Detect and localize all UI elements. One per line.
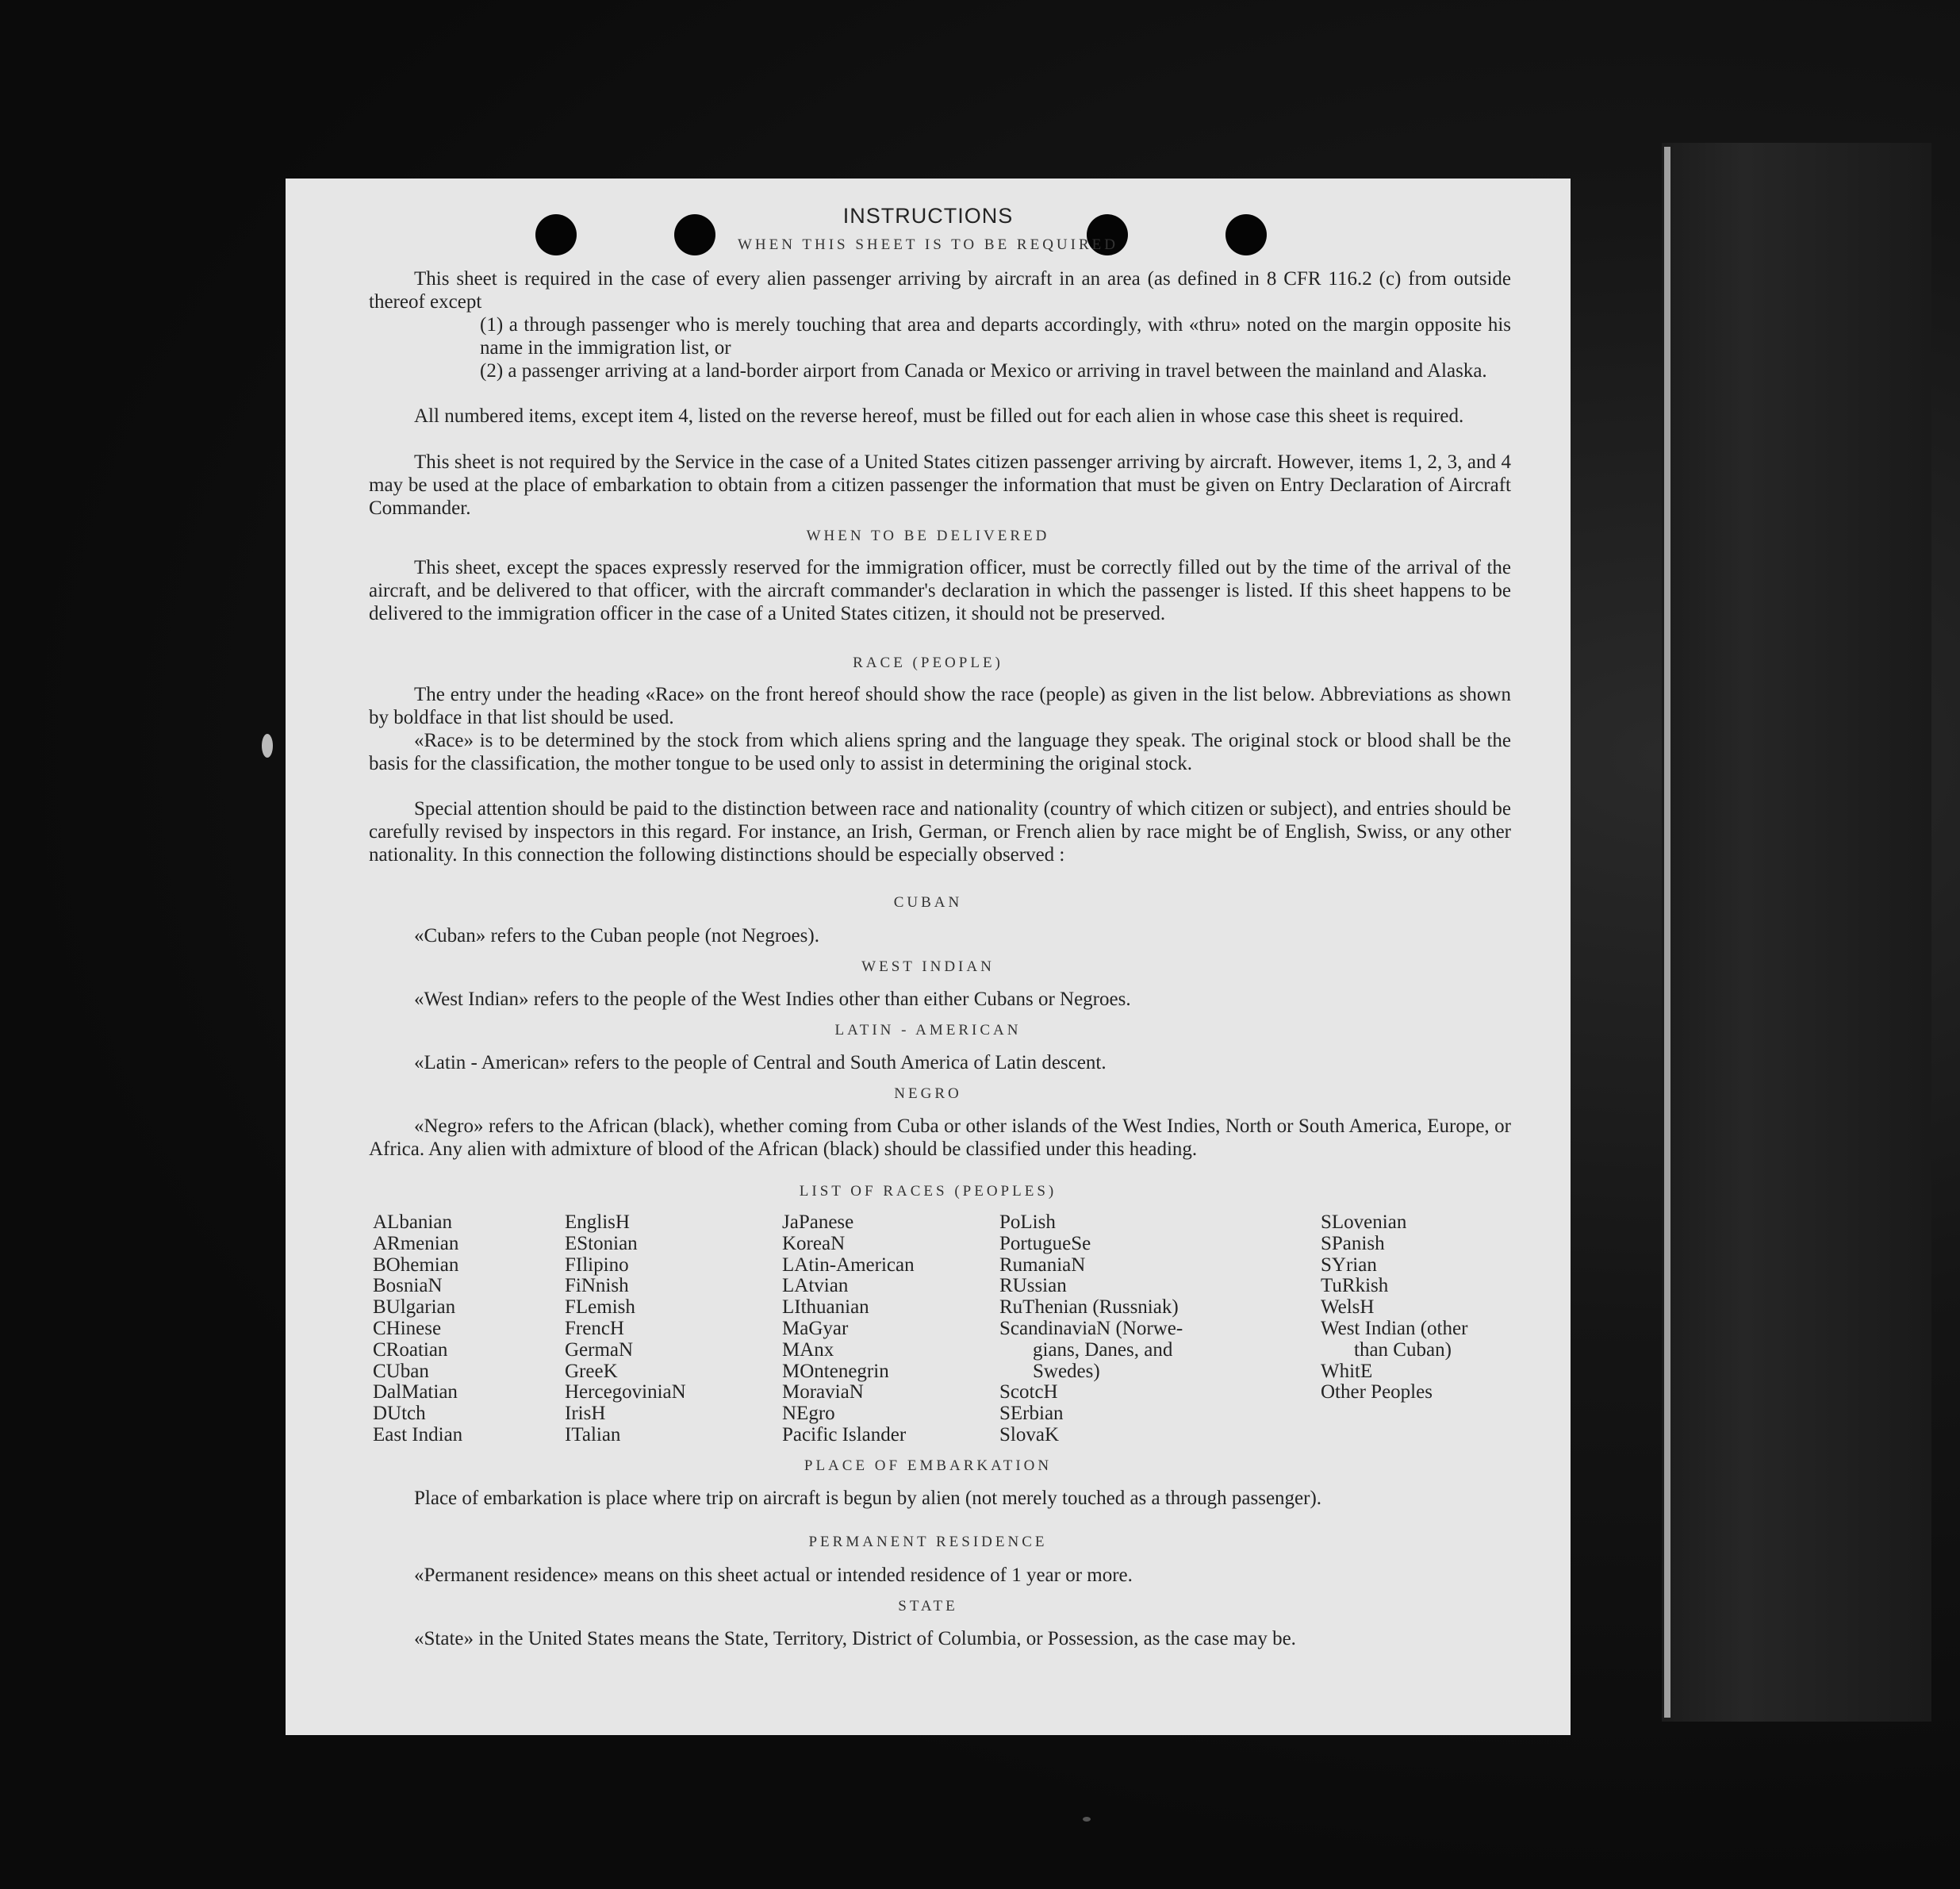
required-paragraph-1: This sheet is required in the case of every alien passenger arriving by aircraft in an area (as defined in 8 CFR 116.2 (c) from outside thereof except (369, 268, 1511, 313)
race-list-item: IrisH (565, 1403, 606, 1425)
race-list-item: CRoatian (373, 1338, 448, 1361)
race-list-item: GermaN (565, 1338, 634, 1361)
race-list-item: MAnx (782, 1338, 834, 1361)
race-list-item: KoreaN (782, 1232, 846, 1254)
state-paragraph: «State» in the United States means the State, Territory, District of Columbia, or Possession, as the case may be. (414, 1628, 1296, 1649)
section-heading-negro: NEGRO (894, 1085, 962, 1102)
race-list-item: EStonian (565, 1232, 638, 1254)
delivered-paragraph: This sheet, except the spaces expressly reserved for the immigration officer, must be correctly filled out by the time of the arrival of the aircraft, and be delivered to that officer, with the aircraft commander's declaration in which the passenger is listed. If this sheet happens to be delivered to the immigration officer in the case of a United States citizen, it should not be preserved. (369, 557, 1511, 624)
race-list-column-4 (999, 1212, 1183, 1446)
section-heading-cuban: CUBAN (893, 894, 963, 911)
race-list-item: HercegoviniaN (565, 1381, 686, 1403)
section-heading-state: STATE (898, 1598, 958, 1614)
race-list-item: Swedes) (1033, 1360, 1100, 1382)
race-list-item: WelsH (1321, 1296, 1375, 1319)
race-list-item: FIlipino (565, 1254, 629, 1276)
race-list-column-2 (565, 1212, 686, 1446)
race-list-item: Other Peoples (1321, 1381, 1433, 1403)
race-list-item: SErbian (999, 1403, 1064, 1425)
race-list-column-3 (782, 1212, 915, 1446)
scan-artifact (1083, 1817, 1091, 1822)
required-paragraph-3: This sheet is not required by the Service in the case of a United States citizen passenger arriving by aircraft. However, items 1, 2, 3, and 4 may be used at the place of embarkation to obtain from a citizen passenger the information that must be given on Entry Declaration of Aircraft Commander. (369, 451, 1511, 519)
race-list-item: TuRkish (1321, 1275, 1389, 1297)
race-list-item: RumaniaN (999, 1254, 1086, 1276)
race-list-item: gians, Danes, and (1033, 1338, 1173, 1361)
race-list-item: JaPanese (782, 1211, 854, 1233)
race-list-item: MoraviaN (782, 1381, 864, 1403)
section-heading-race: RACE (PEOPLE) (853, 655, 1003, 671)
underlying-sheet (1662, 143, 1931, 1722)
race-list-column-5 (1321, 1212, 1467, 1403)
race-list-item: than Cuban) (1354, 1338, 1452, 1361)
race-list-item: BosniaN (373, 1275, 443, 1297)
race-list-item: CHinese (373, 1317, 442, 1339)
race-list-item: LIthuanian (782, 1296, 869, 1319)
section-heading-residence: PERMANENT RESIDENCE (808, 1534, 1048, 1550)
race-list-item: GreeK (565, 1360, 618, 1382)
race-list-item: Pacific Islander (782, 1423, 907, 1446)
race-list-item: MaGyar (782, 1317, 849, 1339)
race-list-item: RUssian (999, 1275, 1067, 1297)
instruction-sheet (286, 179, 1571, 1735)
race-list-item: SLovenian (1321, 1211, 1407, 1233)
race-paragraph-1: The entry under the heading «Race» on the front hereof should show the race (people) as given in the list below. Abbreviations as shown by boldface in that list should be used. (369, 684, 1511, 728)
race-list-column-1 (373, 1212, 462, 1446)
race-list-item: BOhemian (373, 1254, 459, 1276)
section-heading-list: LIST OF RACES (PEOPLES) (799, 1183, 1057, 1200)
scan-artifact (262, 734, 273, 758)
required-paragraph-2: All numbered items, except item 4, listed on the reverse hereof, must be filled out for each alien in whose case this sheet is required. (414, 405, 1464, 427)
race-list-item: West Indian (other (1321, 1317, 1468, 1339)
race-list-item: East Indian (373, 1423, 463, 1446)
required-item-1: (1) a through passenger who is merely touching that area and departs accordingly, with «thru» noted on the margin opposite his name in the immigration list, or (480, 314, 1511, 359)
race-list-item: SPanish (1321, 1232, 1385, 1254)
race-paragraph-2: «Race» is to be determined by the stock from which aliens spring and the language they speak. The original stock or blood shall be the basis for the classification, the mother tongue to be used only to assist in determining the original stock. (369, 730, 1511, 774)
section-heading-embarkation: PLACE OF EMBARKATION (804, 1457, 1053, 1474)
race-list-item: FLemish (565, 1296, 635, 1319)
race-list-item: BUlgarian (373, 1296, 456, 1319)
race-list-item: EnglisH (565, 1211, 630, 1233)
race-list-item: DalMatian (373, 1381, 458, 1403)
race-list-item: FrencH (565, 1317, 624, 1339)
race-list-item: ITalian (565, 1423, 621, 1446)
race-list-item: CUban (373, 1360, 429, 1382)
underlying-sheet-edge (1664, 147, 1670, 1718)
section-heading-latin-american: LATIN - AMERICAN (834, 1022, 1022, 1039)
race-list-item: ALbanian (373, 1211, 452, 1233)
race-list-item: RuThenian (Russniak) (999, 1296, 1179, 1319)
race-list-item: LAtin-American (782, 1254, 915, 1276)
cuban-paragraph: «Cuban» refers to the Cuban people (not Negroes). (414, 925, 819, 946)
race-list-item: LAtvian (782, 1275, 849, 1297)
race-list-item: ScotcH (999, 1381, 1058, 1403)
required-item-2: (2) a passenger arriving at a land-border airport from Canada or Mexico or arriving in travel between the mainland and Alaska. (480, 360, 1487, 382)
race-list-item: NEgro (782, 1403, 835, 1425)
race-paragraph-3: Special attention should be paid to the distinction between race and nationality (country of which citizen or subject), and entries should be carefully revised by inspectors in this regard. For instance, an Irish, German, or French alien by race might be of English, Swiss, or any other nationality. In this connection the following distinctions should be especially observed : (369, 798, 1511, 866)
race-list-item: SYrian (1321, 1254, 1377, 1276)
race-list-item: ScandinaviaN (Norwe- (999, 1317, 1183, 1339)
race-list-item: FiNnish (565, 1275, 629, 1297)
race-list-item: WhitE (1321, 1360, 1373, 1382)
document-title: INSTRUCTIONS (842, 204, 1014, 228)
race-list-item: DUtch (373, 1403, 426, 1425)
race-list-item: MOntenegrin (782, 1360, 889, 1382)
embarkation-paragraph: Place of embarkation is place where trip on aircraft is begun by alien (not merely touched as a through passenger). (414, 1488, 1322, 1509)
negro-paragraph: «Negro» refers to the African (black), whether coming from Cuba or other islands of the West Indies, North or South America, Europe, or Africa. Any alien with admixture of blood of the African (black) should be classified under this heading. (369, 1115, 1511, 1160)
race-list-item: PoLish (999, 1211, 1056, 1233)
latin-american-paragraph: «Latin - American» refers to the people of Central and South America of Latin descent. (414, 1052, 1107, 1073)
west-indian-paragraph: «West Indian» refers to the people of the West Indies other than either Cubans or Negroes. (414, 989, 1131, 1010)
race-list-item: SlovaK (999, 1423, 1059, 1446)
race-list-item: ARmenian (373, 1232, 459, 1254)
race-list-item: PortugueSe (999, 1232, 1091, 1254)
residence-paragraph: «Permanent residence» means on this sheet actual or intended residence of 1 year or more. (414, 1565, 1133, 1586)
section-heading-delivered: WHEN TO BE DELIVERED (806, 528, 1050, 544)
section-heading-west-indian: WEST INDIAN (861, 958, 995, 975)
section-heading-required: WHEN THIS SHEET IS TO BE REQUIRED (738, 236, 1118, 253)
